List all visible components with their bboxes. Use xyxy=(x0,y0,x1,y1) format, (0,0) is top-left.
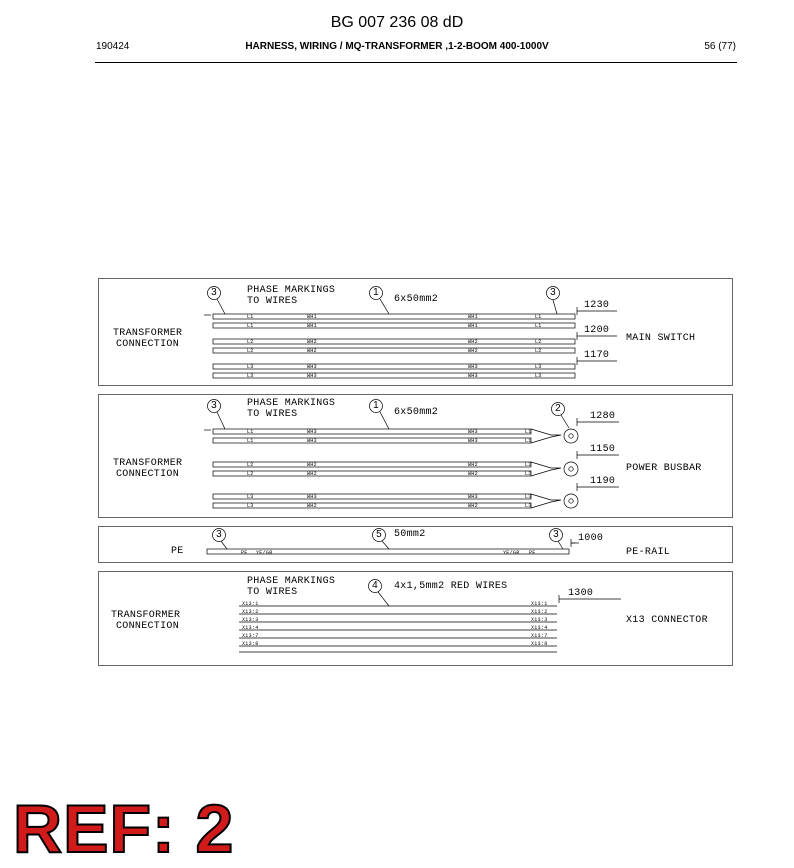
wire-tag: WH2 xyxy=(307,471,317,477)
wire-tag: WH2 xyxy=(468,348,478,354)
wire-tag: L1 xyxy=(247,438,254,444)
wire-tag: X13:4 xyxy=(242,625,259,631)
cable-spec: 50mm2 xyxy=(394,529,426,540)
wire-tag: X13:7 xyxy=(242,633,259,639)
wire-tag: L3 xyxy=(247,373,254,379)
panel-power-busbar xyxy=(98,394,733,518)
wire-tag: X13:8 xyxy=(531,641,548,647)
pe-label: PE xyxy=(171,546,184,557)
wire-tag: WH2 xyxy=(307,348,317,354)
wire-tag: L2 xyxy=(247,462,254,468)
wire-tag: L2 xyxy=(247,339,254,345)
pe-rail-label: PE-RAIL xyxy=(626,547,671,558)
transformer-connection-label: TRANSFORMER xyxy=(113,458,183,469)
wire-tag: L2 xyxy=(535,348,542,354)
wire-tag: L1 xyxy=(247,323,254,329)
transformer-connection-label: CONNECTION xyxy=(116,339,180,350)
wire-tag: L1 xyxy=(525,429,532,435)
callout-number: 2 xyxy=(555,403,561,414)
panel-main-switch xyxy=(98,278,733,386)
wire-tag: WH3 xyxy=(468,373,478,379)
wire-tag: WH3 xyxy=(468,429,478,435)
wire-tag: WH2 xyxy=(468,462,478,468)
document-title: HARNESS, WIRING / MQ-TRANSFORMER ,1-2-BOOM 400-1000V xyxy=(245,41,549,52)
wire-tag: WH1 xyxy=(468,323,478,329)
wire-tag: YE/GR xyxy=(256,550,273,556)
wire-tag: X13:8 xyxy=(242,641,259,647)
wire-length: 1200 xyxy=(584,325,610,336)
callout-number: 3 xyxy=(211,400,217,411)
wire-tag: WH2 xyxy=(307,503,317,509)
wire-tag: WH3 xyxy=(307,494,317,500)
cable-spec: 6x50mm2 xyxy=(394,294,439,305)
callout-number: 3 xyxy=(211,287,217,298)
callout-number: 3 xyxy=(553,529,559,540)
wire-tag: X13:2 xyxy=(242,609,259,615)
wire-tag: L3 xyxy=(535,364,542,370)
wire-length: 1170 xyxy=(584,350,610,361)
phase-markings-note: PHASE MARKINGS xyxy=(247,285,336,296)
wire-tag: WH3 xyxy=(307,429,317,435)
wire-tag: WH2 xyxy=(468,471,478,477)
wire-tag: L2 xyxy=(525,462,532,468)
wire-tag: X13:1 xyxy=(242,601,259,607)
wire-tag: X13:2 xyxy=(531,609,548,615)
transformer-connection-label: CONNECTION xyxy=(116,469,180,480)
wire-tag: L3 xyxy=(535,373,542,379)
reference-stamp: REF: 2 xyxy=(13,791,235,867)
wire-tag: WH3 xyxy=(468,438,478,444)
transformer-connection-label: TRANSFORMER xyxy=(113,328,183,339)
wire-tag: L2 xyxy=(525,471,532,477)
x13-connector-label: X13 CONNECTOR xyxy=(626,615,708,626)
wire-tag: WH3 xyxy=(307,364,317,370)
phase-markings-note: PHASE MARKINGS xyxy=(247,398,336,409)
cable-spec: 6x50mm2 xyxy=(394,407,439,418)
wire-tag: L1 xyxy=(247,314,254,320)
wire-tag: L1 xyxy=(247,429,254,435)
wire-length: 1150 xyxy=(590,444,616,455)
wire-tag: WH2 xyxy=(307,462,317,468)
wire-tag: L1 xyxy=(535,314,542,320)
wire-tag: WH2 xyxy=(307,339,317,345)
page-number: 56 (77) xyxy=(704,41,736,52)
callout-number: 4 xyxy=(372,580,378,591)
wire-tag: YE/GR xyxy=(503,550,520,556)
wire-tag: WH3 xyxy=(468,494,478,500)
panel-x13-connector xyxy=(98,571,733,666)
wire-length: 1230 xyxy=(584,300,610,311)
wire-tag: L3 xyxy=(525,494,532,500)
wire-tag: L3 xyxy=(247,503,254,509)
wire-tag: L2 xyxy=(247,471,254,477)
wire-tag: X13:4 xyxy=(531,625,548,631)
callout-number: 5 xyxy=(376,529,382,540)
wire-tag: L3 xyxy=(525,503,532,509)
wire-tag: PE xyxy=(241,550,248,556)
callout-number: 3 xyxy=(216,529,222,540)
wire-tag: WH3 xyxy=(307,438,317,444)
power-busbar-label: POWER BUSBAR xyxy=(626,463,702,474)
wire-tag: X13:3 xyxy=(242,617,259,623)
wire-length: 1000 xyxy=(578,533,604,544)
wire-tag: WH1 xyxy=(307,323,317,329)
wire-tag: WH2 xyxy=(468,339,478,345)
wire-tag: L3 xyxy=(247,494,254,500)
wire-tag: X13:1 xyxy=(531,601,548,607)
callout-number: 3 xyxy=(550,287,556,298)
wire-length: 1190 xyxy=(590,476,616,487)
wire-tag: L2 xyxy=(535,339,542,345)
wire-tag: WH1 xyxy=(307,314,317,320)
phase-markings-note: TO WIRES xyxy=(247,587,298,598)
wire-tag: L1 xyxy=(525,438,532,444)
wire-tag: X13:3 xyxy=(531,617,548,623)
wire-tag: L1 xyxy=(535,323,542,329)
wire-tag: WH3 xyxy=(468,364,478,370)
wire-tag: WH2 xyxy=(468,503,478,509)
wire-length: 1280 xyxy=(590,411,616,422)
wire-tag: L2 xyxy=(247,348,254,354)
transformer-connection-label: TRANSFORMER xyxy=(111,610,181,621)
wire-tag: WH3 xyxy=(307,373,317,379)
wire-tag: WH1 xyxy=(468,314,478,320)
main-switch-label: MAIN SWITCH xyxy=(626,333,696,344)
phase-markings-note: TO WIRES xyxy=(247,409,298,420)
callout-number: 1 xyxy=(373,400,379,411)
document-id: BG 007 236 08 dD xyxy=(330,14,464,31)
phase-markings-note: PHASE MARKINGS xyxy=(247,576,336,587)
header-rule xyxy=(95,62,737,63)
cable-spec: 4x1,5mm2 RED WIRES xyxy=(394,581,508,592)
wire-tag: PE xyxy=(529,550,536,556)
phase-markings-note: TO WIRES xyxy=(247,296,298,307)
wire-length: 1300 xyxy=(568,588,594,599)
wire-tag: X13:7 xyxy=(531,633,548,639)
wire-tag: L3 xyxy=(247,364,254,370)
transformer-connection-label: CONNECTION xyxy=(116,621,180,632)
callout-number: 1 xyxy=(373,287,379,298)
document-date: 190424 xyxy=(96,41,130,52)
panel-pe-rail xyxy=(98,526,733,563)
